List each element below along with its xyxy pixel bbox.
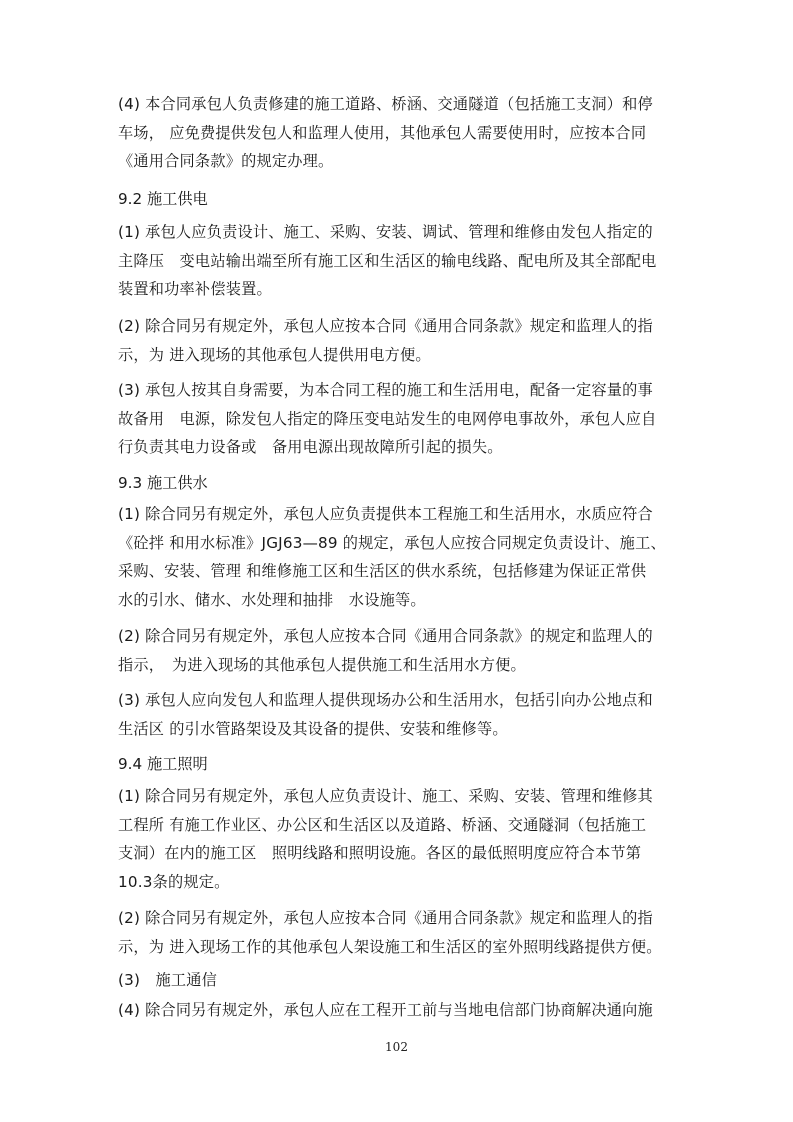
paragraph-communication-heading — [118, 966, 678, 995]
section-heading-9-3: 9.3 施工供水 — [118, 474, 208, 492]
text-line: 水的引水、储水、水处理和抽排 水设施等。 — [118, 590, 426, 609]
paragraph-communication-4 — [118, 996, 678, 1025]
section-heading-9-2: 9.2 施工供电 — [118, 190, 208, 208]
text-line: 故备用 电源，除发包人指定的降压变电站发生的电网停电事故外，承包人应自 — [118, 409, 657, 428]
paragraph-water-2 — [118, 622, 678, 679]
text-line: (3) 承包人应向发包人和监理人提供现场办公和生活用水，包括引向办公地点和 — [118, 691, 653, 709]
paragraph-power-3 — [118, 376, 678, 462]
text-line: 装置和功率补偿装置。 — [118, 280, 272, 298]
text-line: (2) 除合同另有规定外，承包人应按本合同《通用合同条款》规定和监理人的指 — [118, 317, 653, 335]
section-heading-9-4: 9.4 施工照明 — [118, 755, 208, 773]
paragraph-water-3 — [118, 686, 678, 743]
text-line: 工程所 有施工作业区、办公区和生活区以及道路、桥涵、交通隧洞（包括施工 — [118, 815, 647, 834]
paragraph-lighting-2 — [118, 904, 678, 961]
text-line: 主降压 变电站输出端至所有施工区和生活区的输电线路、配电所及其全部配电 — [118, 251, 657, 270]
text-line: 示，为 进入现场的其他承包人提供用电方便。 — [118, 345, 431, 364]
text-line: 《通用合同条款》的规定办理。 — [118, 152, 334, 170]
page-number: 102 — [385, 1040, 408, 1054]
text-line: 《砼拌 和用水标准》JGJ63—89 的规定，承包人应按合同规定负责设计、施工、 — [118, 533, 666, 552]
text-line: 10.3条的规定。 — [118, 872, 230, 891]
text-line: 生活区 的引水管路架设及其设备的提供、安装和维修等。 — [118, 719, 508, 738]
text-line: (4) 本合同承包人负责修建的施工道路、桥涵、交通隧道（包括施工支洞）和停 — [118, 95, 653, 113]
text-line: 行负责其电力设备或 备用电源出现故障所引起的损失。 — [118, 438, 503, 456]
text-line: 指示， 为进入现场的其他承包人提供施工和生活用水方便。 — [118, 655, 526, 674]
text-line: (2) 除合同另有规定外，承包人应按本合同《通用合同条款》规定和监理人的指 — [118, 909, 653, 927]
text-line: (2) 除合同另有规定外，承包人应按本合同《通用合同条款》的规定和监理人的 — [118, 627, 653, 645]
text-line: (3) 承包人按其自身需要，为本合同工程的施工和生活用电，配备一定容量的事 — [118, 381, 653, 399]
text-line: (1) 承包人应负责设计、施工、采购、安装、调试、管理和维修由发包人指定的 — [118, 223, 653, 241]
text-line: (1) 除合同另有规定外，承包人应负责设计、施工、采购、安装、管理和维修其 — [118, 787, 653, 805]
paragraph-lighting-1 — [118, 782, 678, 896]
paragraph-water-1 — [118, 500, 678, 614]
text-line: 示，为 进入现场工作的其他承包人架设施工和生活区的室外照明线路提供方便。 — [118, 937, 662, 956]
text-line: 车场， 应免费提供发包人和监理人使用，其他承包人需要使用时，应按本合同 — [118, 123, 647, 142]
text-line: (4) 除合同另有规定外，承包人应在工程开工前与当地电信部门协商解决通向施 — [118, 1001, 653, 1019]
paragraph-power-1 — [118, 218, 678, 304]
text-line: 采购、安装、管理 和维修施工区和生活区的供水系统，包括修建为保证正常供 — [118, 562, 647, 580]
paragraph-power-2 — [118, 312, 678, 369]
text-line: (3) 施工通信 — [118, 971, 218, 989]
text-line: 支洞）在内的施工区 照明线路和照明设施。各区的最低照明度应符合本节第 — [118, 844, 642, 862]
text-line: (1) 除合同另有规定外，承包人应负责提供本工程施工和生活用水，水质应符合 — [118, 505, 653, 523]
paragraph-4-roads — [118, 90, 678, 176]
